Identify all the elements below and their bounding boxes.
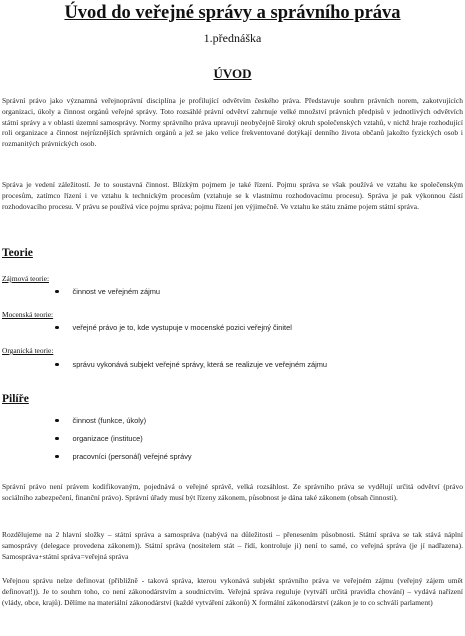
list-item: [55, 360, 327, 369]
theory-label: Mocenská teorie:: [2, 310, 54, 319]
intro-paragraph: Správa je vedení záležitostí. Je to soustavná činnost. Blízkým pojmem je také řízení. Pojmu správa se však používá ve vztahu ke společenským procesům, zatímco řízení i ve vztahu k technickým procesům (vztahuje se k vlastnímu rozhodovacímu procesu). Správa je pak výkonnou částí rozhodovacího procesu. V právu se používá více pojmu správa; pojmu řízení jen výjimečně. Ve vztahu ke státu známe pojem státní správa.: [2, 180, 463, 211]
section-heading-theory: Teorie: [2, 247, 33, 259]
list-item: [55, 452, 192, 461]
list-item: [55, 323, 292, 332]
list-item-text: správu vykonává subjekt veřejné správy, která se realizuje ve veřejném zájmu: [72, 360, 328, 369]
list-item-text: činnost ve veřejném zájmu: [72, 287, 160, 296]
bullet-icon: [55, 437, 59, 441]
list-item: [55, 434, 143, 443]
list-item-text: veřejné právo je to, kde vystupuje v mocenské pozici veřejný činitel: [72, 323, 292, 332]
list-item-text: organizace (instituce): [72, 434, 143, 443]
list-item-text: pracovníci (personál) veřejné správy: [72, 452, 192, 461]
section-heading-pillars: Pilíře: [2, 393, 29, 405]
body-paragraph: Správní právo není právem kodifikovaným, pojednává o veřejné správě, velká rozsáhlost. Ze správního práva se vydělují určitá odvětví (právo sociálního zabezpečení, finanční právo). Správní úřady musí být řízeny zákonem, působnost je dána také zákonem (obsah činnosti).: [2, 482, 463, 502]
list-item: [55, 287, 160, 296]
theory-label: Zájmová teorie:: [2, 274, 49, 283]
list-item: [55, 416, 146, 425]
body-paragraph: Rozdělujeme na 2 hlavní složky – státní správa a samospráva (nabývá na důležitosti – přenesením působnosti. Státní správa se tak stává náplní samosprávy (delegace provedena zákonem)). Státní správa (nositelem stát – řídí, kontroluje ji) není to samé, co veřejná správa (je jí nadřazena). Samospráva+státní správa=veřejná správa: [2, 530, 463, 561]
bullet-icon: [55, 290, 59, 294]
bullet-icon: [55, 326, 59, 330]
bullet-icon: [55, 363, 59, 367]
theory-label: Organická teorie:: [2, 346, 54, 355]
intro-paragraph: Správní právo jako významná veřejnoprávní disciplína je profilující odvětvím českého práva. Představuje souhrn právních norem, zakotvujících organizaci, úkoly a činnost orgánů veřejné správy. Toto rozsáhlé právní odvětví zahrnuje velké množství právních předpisů v jednotlivých odvětvích státní správy a v oblasti územní samosprávy. Normy správního práva upravují neobyčejně široký okruh společenských vztahů, v nichž hraje rozhodující roli organizace a činnost nejrůznějších správních orgánů a jež se jako velice frekventované dotýkají denního života občanů jakožto fyzických osob i rozmanitých právnických osob.: [2, 96, 463, 149]
body-paragraph: Veřejnou správu nelze definovat (přibližně - taková správa, kterou vykonává subjekt správního práva ve veřejném zájmu (veřejný zájem umět definovat!)). Je to souhrn toho, co není zákonodárstvím a soudnictvím. Veřejná správa reguluje (vytváří určitá pravidla chování) – vydává nařízení (vlády, obce, krajů). Dělíme na materiální zákonodárství (každé vytváření zákonů) X formální zákonodárství (zákon je to co schválí parlament): [2, 576, 463, 607]
bullet-icon: [55, 455, 59, 459]
list-item-text: činnost (funkce, úkoly): [72, 416, 147, 425]
section-heading-intro: ÚVOD: [213, 66, 252, 81]
document-subtitle: 1.přednáška: [203, 31, 262, 45]
bullet-icon: [55, 419, 59, 423]
document-title: Úvod do veřejné správy a správního práva: [64, 3, 401, 23]
